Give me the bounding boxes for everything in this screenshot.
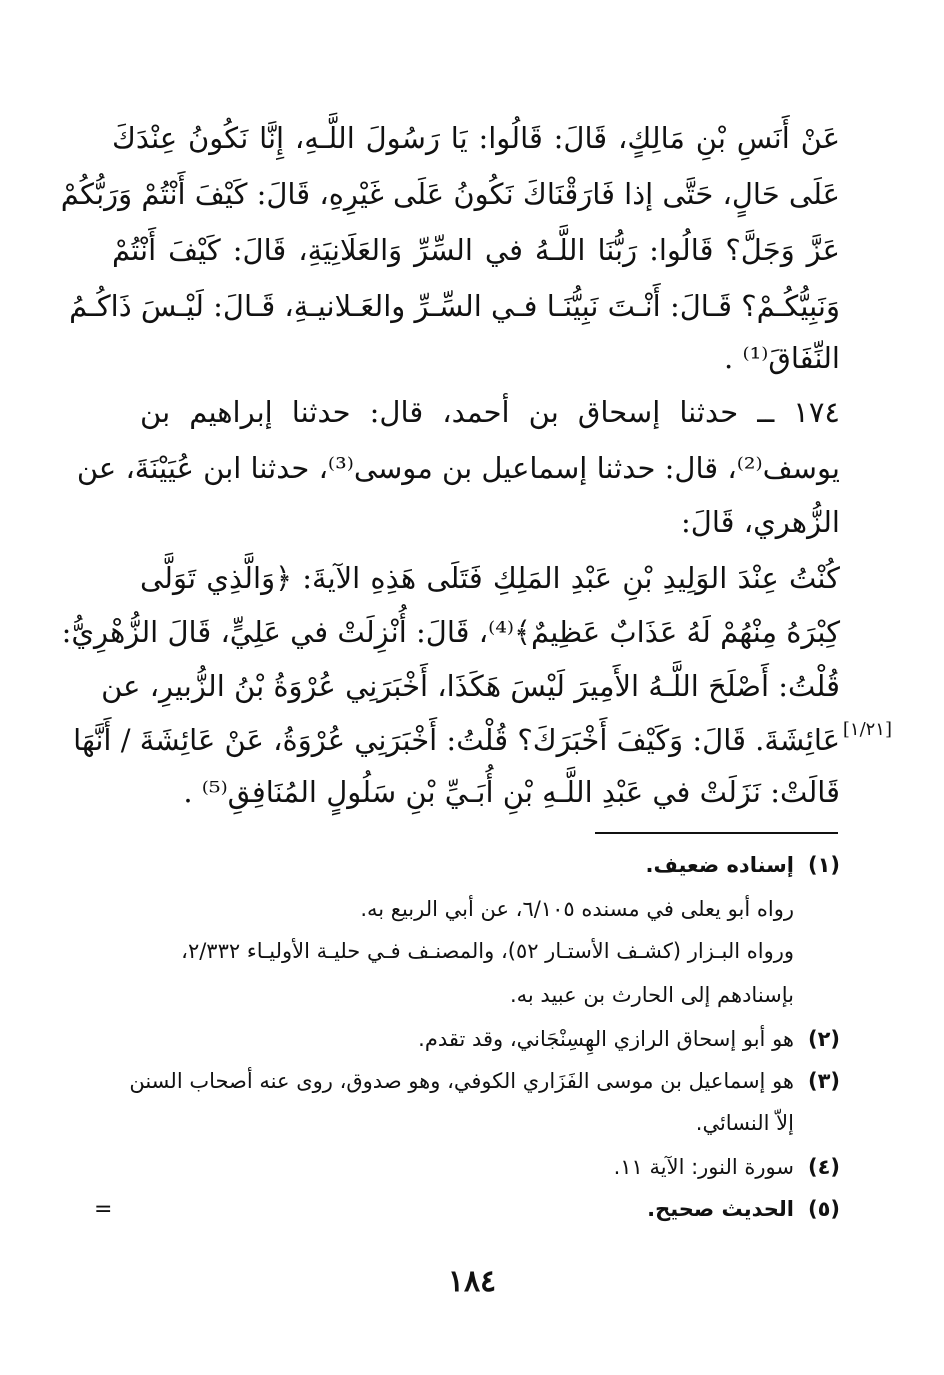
footnote-3-text: هو إسماعيل بن موسى الفَزَاري الكوفي، وهو صدوق، روى عنه أصحاب السنن: [129, 1069, 794, 1093]
footnote-4-text: سورة النور: الآية ١١.: [613, 1155, 794, 1179]
footnote-separator: [595, 832, 838, 834]
hadith-174-line-7: عَائِشَةَ. قَالَ: وَكَيْفَ أَخْبَرَكَ؟ قُلْتُ: أَخْبَرَنِي عُرْوَةُ، عَنْ عَائِشَةَ / أَنَّهَا: [73, 723, 840, 757]
body-line-5: النِّفَاقَ⁽¹⁾ .: [724, 341, 840, 375]
footnote-1-line-3: بإسنادهم إلى الحارث بن عبيد به.: [509, 983, 794, 1007]
body-line-4: وَنَبِيُّكُـمْ؟ قَـالَ: أَنْـتَ نَبِيُّنَـا فـي السِّـرِّ والعَـلانيـةِ، قَـالَ: لَيْـسَ ذَاكُـمُ: [69, 289, 840, 323]
footnote-1-line-1: رواه أبو يعلى في مسنده ٦/١٠٥، عن أبي الربيع به.: [360, 897, 794, 921]
hadith-174-line-4: كُنْتُ عِنْدَ الوَلِيدِ بْنِ عَبْدِ المَلِكِ فَتَلَى هَذِهِ الآيةَ: ﴿وَالَّذِي تَوَلَّى: [140, 561, 840, 595]
body-line-3: عَزَّ وَجَلَّ؟ قَالُوا: رَبُّنَا اللَّـهُ في السِّرِّ وَالعَلَانِيَةِ، قَالَ: كَيْفَ أَنْتُمْ: [112, 233, 840, 267]
continuation-mark: =: [94, 1197, 113, 1222]
hadith-174-line-3: الزُّهري، قَالَ:: [680, 505, 840, 539]
footnote-4-number: (٤): [807, 1155, 840, 1179]
footnote-2-number: (٢): [807, 1027, 840, 1051]
hadith-174-line-8: قَالَتْ: نَزَلَتْ في عَبْدِ اللَّـهِ بْنِ أُبَـيِّ بْنِ سَلُولٍ المُنَافِقِ⁽⁵⁾ .: [183, 775, 840, 809]
footnote-1-line-2: ورواه البـزار (كشـف الأستـار ٥٢)، والمصنـف فـي حليـة الأوليـاء ٢/٣٣٢،: [181, 939, 794, 963]
footnote-5-number: (٥): [807, 1197, 840, 1221]
hadith-174-line-1: ١٧٤ ــ حدثنا إسحاق بن أحمد، قال: حدثنا إبراهيم بن: [140, 395, 840, 429]
manuscript-folio-marker: [۱/۲۱]: [842, 719, 892, 740]
footnote-5-text: الحديث صحيح.: [647, 1197, 794, 1221]
page-number: ١٨٤: [447, 1264, 497, 1299]
footnote-2-text: هو أبو إسحاق الرازي الهِسِنْجَاني، وقد تقدم.: [418, 1027, 794, 1051]
hadith-174-line-6: قُلْتُ: أَصْلَحَ اللَّـهُ الأَمِيرَ لَيْسَ هَكَذَا، أَخْبَرَنِي عُرْوَةُ بْنُ الزُّبيرِ، عن: [101, 669, 840, 703]
footnote-1-title: إسناده ضعيف.: [645, 853, 794, 877]
hadith-174-line-2: يوسف⁽²⁾، قال: حدثنا إسماعيل بن موسى⁽³⁾، حدثنا ابن عُيَيْنَةَ، عن: [76, 451, 840, 485]
footnote-1-number: (١): [807, 853, 840, 877]
body-line-2: عَلَى حَالٍ، حَتَّى إذا فَارَقْنَاكَ نَكُونُ عَلَى غَيْرِهِ، قَالَ: كَيْفَ أَنْتُمْ وَرَبُّكُمْ: [60, 177, 840, 211]
body-line-1: عَنْ أَنَسِ بْنِ مَالِكٍ، قَالَ: قَالُوا: يَا رَسُولَ اللَّـهِ، إِنَّا نَكُونُ عِنْدَكَ: [112, 121, 840, 155]
footnote-3-text-cont: إلاّ النسائي.: [695, 1111, 794, 1135]
hadith-174-line-5: كِبْرَهُ مِنْهُمْ لَهُ عَذَابٌ عَظِيمٌ﴾⁽⁴⁾، قَالَ: أُنْزِلَتْ في عَلِيٍّ، قَالَ الزُّهْرِيُّ:: [61, 615, 840, 649]
footnote-3-number: (٣): [807, 1069, 840, 1093]
